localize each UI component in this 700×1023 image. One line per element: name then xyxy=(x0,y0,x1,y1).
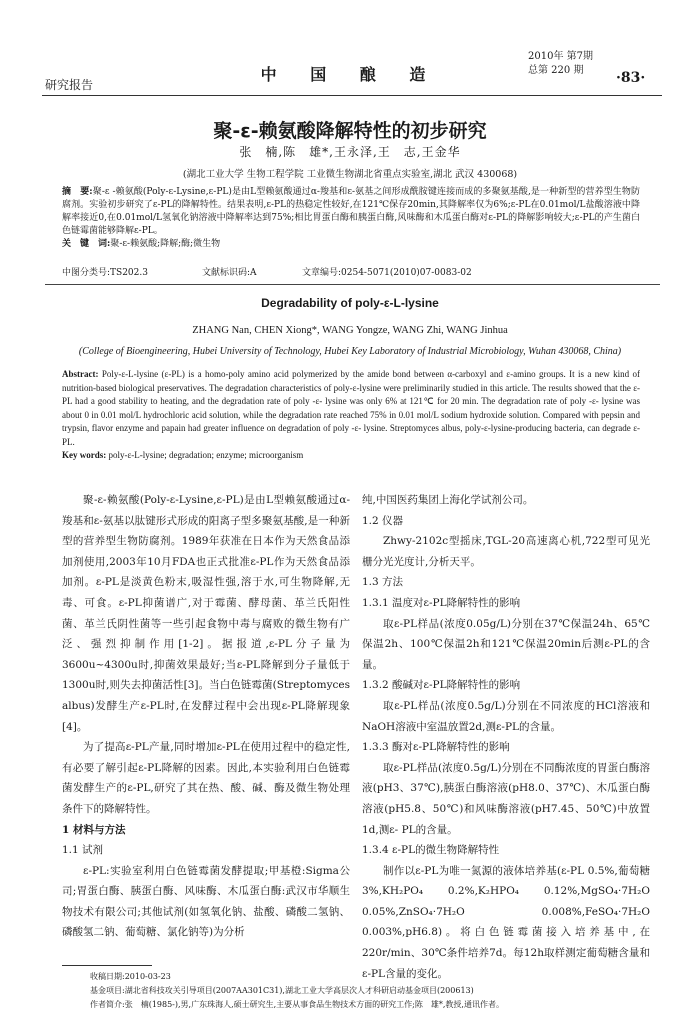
paragraph: 为了提高ε-PL产量,同时增加ε-PL在使用过程中的稳定性,有必要了解引起ε-PL降解的因素。因此,本实验利用白色链霉菌发酵生产的ε-PL,研究了其在热、酸、碱、酶及微生物处理条件下的降解特性。 xyxy=(62,741,350,815)
abstract-cn xyxy=(62,186,640,251)
paragraph: 取ε-PL样品(浓度0.5g/L)分别在不同浓度的HCl溶液和NaOH溶液中室温放置2d,测ε-PL的含量。 xyxy=(362,699,650,733)
english-abstract-text: Poly-ε-L-lysine (ε-PL) is a homo-poly amino acid polymerized by the amide bond between α-carboxyl and ε-amino groups. It is a new kind of nutrition-based biological preservatives. The degradation characteristics of poly-ε-lysine were preliminarily studied in this article. The results showed that the ε- PL had a good stability to heating, and the degradation rate of poly -ε- lysine was only 6% at 121℃ for 20 min. The degradation rate of poly -ε- lysine was about 0 in 0.01 mol/L hydrochloric acid solution, while the degradation rate reached 75% in 0.01 mol/L sodium hydroxide solution. Compared with pepsin and trypsin, flavor enzyme and papain had greater influence on degradation of poly -ε- lysine. Streptomyces albus, poly-ε-lysine-producing bacteria, can degrade ε-PL. xyxy=(62,369,641,447)
footnote-fund: 基金项目:湖北省科技攻关引导项目(2007AA301C31),湖北工业大学高层次人才科研启动基金项目(200613) xyxy=(90,986,474,995)
paragraph: Zhwy-2102c型摇床,TGL-20高速离心机,722型可见光栅分光光度计,分析天平。 xyxy=(362,535,650,568)
subsection-heading: 1.3.1 温度对ε-PL降解特性的影响 xyxy=(362,596,521,609)
english-affiliation: (College of Bioengineering, Hubei University of Technology, Hubei Key Laboratory of Industrial Microbiology, Wuhan 430068, China) xyxy=(78,346,622,357)
subsection-heading: 1.1 试剂 xyxy=(62,844,104,857)
subsection-heading: 1.3 方法 xyxy=(362,576,404,589)
english-keywords xyxy=(62,450,640,460)
article-number: 文章编号:0254-5071(2010)07-0083-02 xyxy=(302,268,472,278)
english-authors: ZHANG Nan, CHEN Xiong*, WANG Yongze, WANG Zhi, WANG Jinhua xyxy=(192,325,508,336)
keywords-cn-text: 聚-ε-赖氨酸;降解;酶;微生物 xyxy=(110,239,221,249)
subsection-heading: 1.3.2 酸碱对ε-PL降解特性的影响 xyxy=(362,679,521,692)
issue-date: 2010年 第7期 xyxy=(528,51,593,62)
abstract-cn-text: 聚-ε -赖氨酸(Poly-ε-Lysine,ε-PL)是由L型赖氨酸通过α-羧基和ε-氨基之间形成酰胺键连接而成的多聚氨基酸,是一种新型的营养型生物防腐剂。实验初步研究了ε-PL的降解特性。结果表明,ε-PL的热稳定性较好,在121℃保存20min,其降解率仅为6%;ε-PL在0.01mol/L盐酸溶液中降解率接近0,在0.01mol/L氢氧化钠溶液中降解率达到75%;相比胃蛋白酶和胰蛋白酶,风味酶和木瓜蛋白酶对ε-PL的降解影响较大;ε-PL的产生菌白色链霉菌能够降解ε-PL。 xyxy=(62,187,640,236)
subsection-heading: 1.2 仪器 xyxy=(362,514,404,527)
classification-line xyxy=(62,265,640,278)
issue-number: 总第 220 期 xyxy=(528,65,584,76)
clc-number: 中图分类号:TS202.3 xyxy=(62,268,148,278)
journal-name: 中 国 酿 造 xyxy=(260,65,440,84)
english-title: Degradability of poly-ε-L-lysine xyxy=(261,296,439,310)
footnote-author: 作者简介:张 楠(1985-),男,广东珠海人,硕士研究生,主要从事食品生物技术方面的研究工作;陈 雄*,教授,通讯作者。 xyxy=(90,1000,504,1009)
section-label: 研究报告 xyxy=(45,78,94,92)
paragraph: 制作以ε-PL为唯一氮源的液体培养基(ε-PL 0.5%,葡萄糖3%,KH₂PO₄ 0.2%,K₂HPO₄ 0.12%,MgSO₄·7H₂O 0.05%,ZnSO₄·7H₂O 0.008%,FeSO₄·7H₂O 0.003%,pH6.8)。将白色链霉菌接入培养基中,在220r/min、30℃条件培养7d。每12h取样测定葡萄糖含量和ε-PL含量的变化。 xyxy=(362,864,650,980)
affiliation: (湖北工业大学 生物工程学院 工业微生物湖北省重点实验室,湖北 武汉 430068) xyxy=(182,169,518,180)
header-divider xyxy=(42,95,662,96)
document-code: 文献标识码:A xyxy=(202,268,257,278)
body-column-left xyxy=(62,490,350,943)
footnote-divider xyxy=(62,965,152,966)
page-number: ·83· xyxy=(616,70,646,86)
paragraph: 聚-ε-赖氨酸(Poly-ε-Lysine,ε-PL)是由L型赖氨酸通过α-羧基和ε-氨基以肽键形式形成的阳离子型多聚氨基酸,是一种新型的营养型生物防腐剂。1989年获准在日本作为天然食品添加剂使用,2003年10月FDA也正式批准ε-PL作为天然食品添加剂。ε-PL是淡黄色粉末,吸湿性强,溶于水,可生物降解,无毒、可食。ε-PL抑菌谱广,对于霉菌、酵母菌、革兰氏阳性菌、革兰氏阴性菌等一些引起食物中毒与腐败的微生物有广泛、强烈抑制作用[1-2]。据报道,ε-PL分子量为3600u~4300u时,抑菌效果最好;当ε-PL降解到分子量低于1300u时,则失去抑菌活性[3]。当白色链霉菌(Streptomyces albus)发酵生产ε-PL时,在发酵过程中会出现ε-PL降解现象[4]。 xyxy=(62,494,350,733)
paper-title: 聚-ε-赖氨酸降解特性的初步研究 xyxy=(213,120,487,142)
english-abstract xyxy=(62,368,640,449)
paragraph: 取ε-PL样品(浓度0.5g/L)分别在不同酶浓度的胃蛋白酶溶液(pH3、37℃),胰蛋白酶溶液(pH8.0、37℃)、木瓜蛋白酶溶液(pH5.8、50℃)和风味酶溶液(pH7.45、50℃)中放置1d,测ε- PL的含量。 xyxy=(362,761,650,836)
paragraph: 取ε-PL样品(浓度0.05g/L)分别在37℃保温24h、65℃保温2h、100℃保温2h和121℃保温20min后测ε-PL的含量。 xyxy=(362,617,650,671)
footnote-received: 收稿日期:2010-03-23 xyxy=(90,972,171,981)
keywords-cn-label: 关 键 词: xyxy=(62,239,111,249)
abstract-cn-label: 摘 要: xyxy=(62,187,93,197)
english-keywords-label: Key words: xyxy=(62,450,107,460)
section-heading: 1 材料与方法 xyxy=(62,823,126,836)
author-list: 张 楠,陈 雄*,王永泽,王 志,王金华 xyxy=(239,145,461,159)
subsection-heading: 1.3.4 ε-PL的微生物降解特性 xyxy=(362,844,500,857)
subsection-heading: 1.3.3 酶对ε-PL降解特性的影响 xyxy=(362,741,510,754)
abstract-divider xyxy=(45,284,660,285)
paragraph: 纯,中国医药集团上海化学试剂公司。 xyxy=(362,494,534,506)
body-column-right xyxy=(362,490,650,984)
english-abstract-label: Abstract: xyxy=(62,369,99,379)
english-keywords-text: poly-ε-L-lysine; degradation; enzyme; microorganism xyxy=(108,450,304,460)
paragraph: ε-PL:实验室利用白色链霉菌发酵提取;甲基橙:Sigma公司;胃蛋白酶、胰蛋白酶、风味酶、木瓜蛋白酶:武汉市华顺生物技术有限公司;其他试剂(如氢氧化钠、盐酸、磷酸二氢钠、磷酸氢二钠、葡萄糖、氯化钠等)为分析 xyxy=(62,864,350,939)
